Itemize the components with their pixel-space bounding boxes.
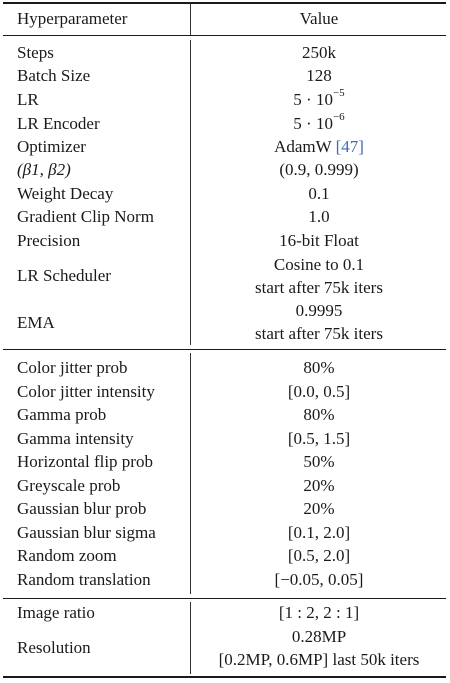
row-label-gaussian-blur-sigma: Gaussian blur sigma (17, 523, 156, 542)
row-value-precision: 16-bit Float (279, 231, 359, 250)
row-label-gamma-intensity: Gamma intensity (17, 429, 134, 448)
row-label-gamma-prob: Gamma prob (17, 405, 107, 424)
row-value-steps: 250k (302, 43, 336, 62)
row-label-greyscale-prob: Greyscale prob (17, 476, 121, 495)
row-label-image-ratio: Image ratio (17, 603, 95, 622)
row-label-gradient-clip: Gradient Clip Norm (17, 207, 154, 226)
row-value-greyscale-prob: 20% (303, 476, 335, 495)
row-value-image-ratio: [1 : 2, 2 : 1] (278, 603, 360, 622)
row-value-gamma-intensity: [0.5, 1.5] (287, 429, 351, 448)
row-label-random-zoom: Random zoom (17, 546, 117, 565)
row-label-precision: Precision (17, 231, 81, 250)
row-value-gaussian-blur-sigma: [0.1, 2.0] (287, 523, 351, 542)
row-value-gradient-clip: 1.0 (308, 207, 330, 226)
row-value-resolution-line2: [0.2MP, 0.6MP] last 50k iters (218, 650, 420, 669)
row-value-random-translation: [−0.05, 0.05] (274, 570, 364, 589)
row-label-batch-size: Batch Size (17, 66, 91, 85)
row-value-gamma-prob: 80% (303, 405, 335, 424)
lr-base: 5 · 10 (293, 90, 333, 109)
row-label-color-jitter-prob: Color jitter prob (17, 358, 128, 377)
row-label-resolution: Resolution (17, 638, 91, 657)
row-value-batch-size: 128 (306, 66, 332, 85)
row-value-ema-line2: start after 75k iters (255, 324, 383, 343)
row-value-random-zoom: [0.5, 2.0] (287, 546, 351, 565)
row-value-lr-scheduler-line1: Cosine to 0.1 (273, 255, 365, 274)
row-label-gaussian-blur-prob: Gaussian blur prob (17, 499, 147, 518)
row-value-gaussian-blur-prob: 20% (303, 499, 335, 518)
row-label-weight-decay: Weight Decay (17, 184, 114, 203)
row-value-lr-scheduler-line2: start after 75k iters (255, 278, 383, 297)
row-value-weight-decay: 0.1 (308, 184, 330, 203)
lr-encoder-base: 5 · 10 (293, 114, 333, 133)
lr-exponent: −5 (332, 87, 345, 100)
row-label-betas: (β1, β2) (17, 160, 71, 179)
top-rule (3, 2, 446, 4)
row-value-lr (191, 87, 447, 110)
row-value-ema-line1: 0.9995 (295, 301, 343, 320)
row-value-lr-encoder (191, 111, 447, 134)
row-label-lr: LR (17, 90, 39, 109)
row-value-color-jitter-intensity: [0.0, 0.5] (287, 382, 351, 401)
row-label-color-jitter-intensity: Color jitter intensity (17, 382, 155, 401)
section-rule-2 (3, 598, 446, 599)
header-rule (3, 35, 446, 36)
row-label-horizontal-flip: Horizontal flip prob (17, 452, 153, 471)
lr-encoder-exponent: −6 (332, 111, 345, 124)
section-rule-1 (3, 349, 446, 350)
header-hyperparameter: Hyperparameter (17, 9, 128, 28)
row-label-steps: Steps (17, 43, 54, 62)
row-value-horizontal-flip: 50% (303, 452, 335, 471)
bottom-rule (3, 676, 446, 678)
row-value-betas: (0.9, 0.999) (279, 160, 359, 179)
row-value-resolution-line1: 0.28MP (291, 627, 347, 646)
row-value-optimizer (191, 137, 447, 157)
optimizer-name: AdamW (274, 137, 336, 156)
row-label-lr-encoder: LR Encoder (17, 114, 100, 133)
row-value-color-jitter-prob: 80% (303, 358, 335, 377)
row-label-ema: EMA (17, 313, 55, 332)
citation-link[interactable]: [47] (335, 137, 364, 156)
header-value: Value (299, 9, 339, 28)
row-label-random-translation: Random translation (17, 570, 151, 589)
row-label-lr-scheduler: LR Scheduler (17, 266, 111, 285)
row-label-optimizer: Optimizer (17, 137, 86, 156)
